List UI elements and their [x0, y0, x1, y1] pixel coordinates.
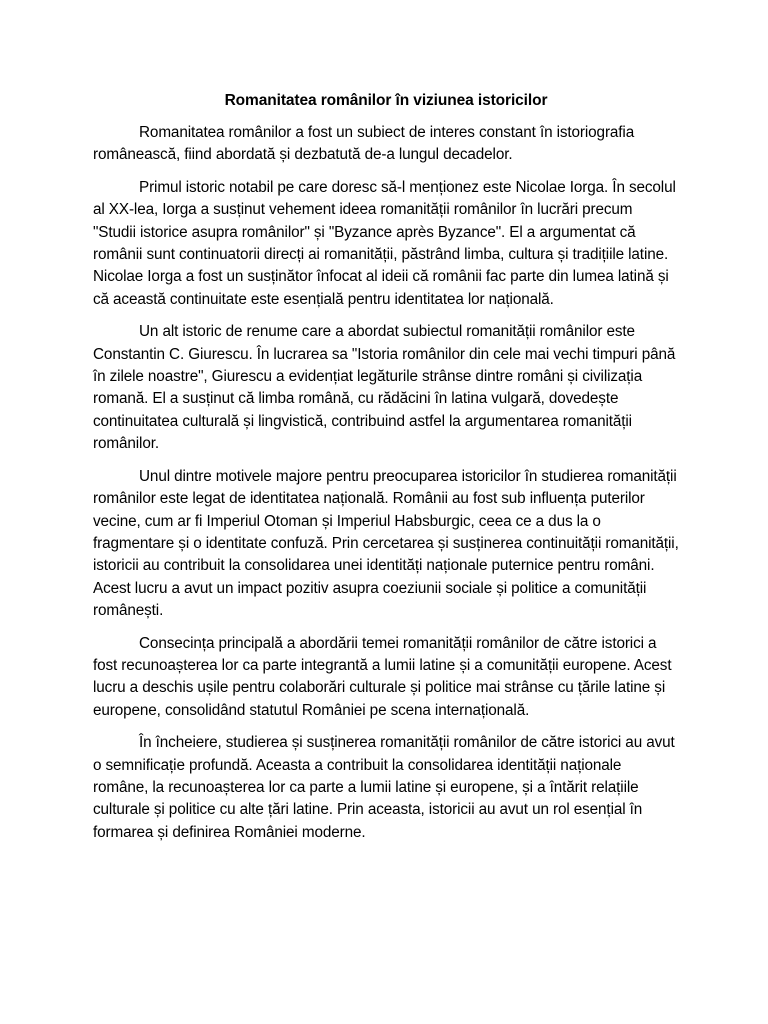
paragraph-iorga: Primul istoric notabil pe care doresc să-l menționez este Nicolae Iorga. În secolul al XX-lea, Iorga a susținut vehement ideea romanității românilor în lucrări precum "Studii istorice asupra românilor" și "Byzance après Byzance". El a argumentat că românii sunt continuatorii direcți ai romanității, păstrând limba, cultura și tradițiile latine. Nicolae Iorga a fost un susținător înfocat al ideii că românii fac parte din lumea latină și că această continuitate este esențială pentru identitatea lor națională.	[93, 178, 676, 308]
paragraph-consequence: Consecința principală a abordării temei romanității românilor de către istorici a fost recunoașterea lor ca parte integrantă a lumii latine și a comunității europene. Acest lucru a deschis ușile pentru colaborări culturale și politice mai strânse cu țările latine și europene, consolidând statutul României pe scena internațională.	[93, 634, 672, 719]
paragraph-giurescu: Un alt istoric de renume care a abordat subiectul romanității românilor este Constantin C. Giurescu. În lucrarea sa "Istoria românilor din cele mai vechi timpuri până în zilele noastre", Giurescu a evidențiat legăturile strânse dintre români și civilizația romană. El a susținut că limba română, cu rădăcini în latina vulgară, dovedește continuitatea culturală și lingvistică, contribuind astfel la argumentarea romanității românilor.	[93, 323, 676, 453]
document-title: Romanitatea românilor în viziunea istoricilor	[224, 92, 548, 109]
paragraph-identity: Unul dintre motivele majore pentru preocuparea istoricilor în studierea romanității românilor este legat de identitatea națională. Românii au fost sub influența puterilor vecine, cum ar fi Imperiul Otoman și Imperiul Habsburgic, ceea ce a dus la o fragmentare și o identitate confuză. Prin cercetarea și susținerea continuității romanității, istoricii au contribuit la consolidarea unei identități naționale puternice pentru români. Acest lucru a avut un impact pozitiv asupra coeziunii sociale și politice a comunității românești.	[93, 467, 679, 620]
paragraph-conclusion: În încheiere, studierea și susținerea romanității românilor de către istorici au avut o semnificație profundă. Aceasta a contribuit la consolidarea identității naționale române, la recunoașterea lor ca parte a lumii latine și europene, și a întărit relațiile culturale și politice cu alte țări latine. Prin aceasta, istoricii au avut un rol esențial în formarea și definirea României moderne.	[93, 734, 675, 841]
document-page	[93, 86, 679, 854]
paragraph-intro: Romanitatea românilor a fost un subiect de interes constant în istoriografia românească, fiind abordată și dezbatută de-a lungul decadelor.	[93, 124, 635, 164]
